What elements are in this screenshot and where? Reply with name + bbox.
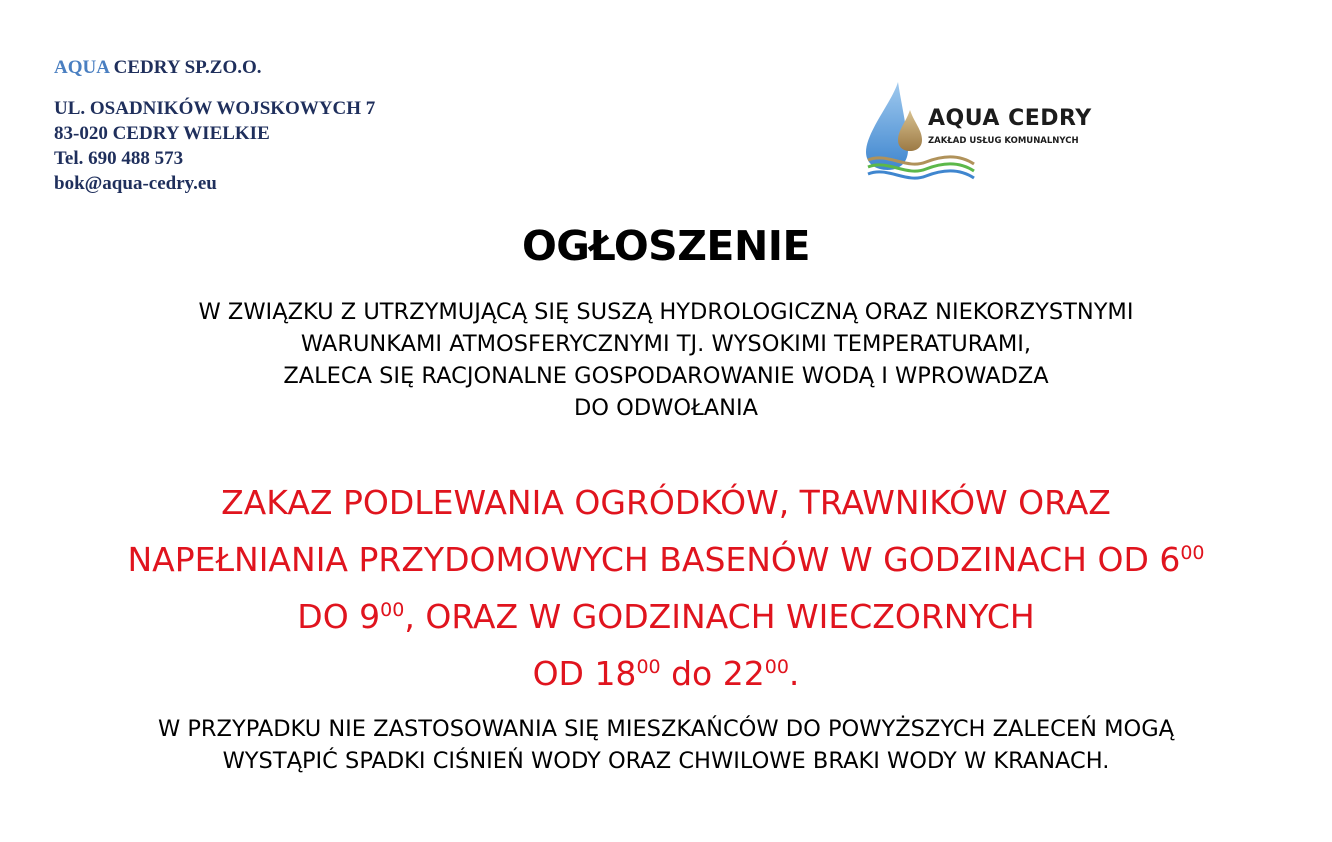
company-street: UL. OSADNIKÓW WOJSKOWYCH 7 [54, 98, 376, 119]
ban-superscript: 00 [636, 656, 661, 678]
intro-line: WARUNKAMI ATMOSFERYCZNYMI TJ. WYSOKIMI TEMPERATURAMI, [300, 331, 1032, 357]
logo-tagline: ZAKŁAD USŁUG KOMUNALNYCH [928, 136, 1079, 146]
company-logo [862, 80, 1122, 185]
company-email: bok@aqua-cedry.eu [54, 173, 217, 194]
logo-brand: AQUA CEDRY [928, 106, 1092, 131]
ban-text: , ORAZ W GODZINACH WIECZORNYCH [404, 597, 1035, 636]
ban-text: . [788, 654, 800, 693]
ban-text: OD 18 [532, 654, 637, 693]
ban-superscript: 00 [380, 599, 405, 621]
water-drop-icon [862, 80, 982, 185]
ban-text: NAPEŁNIANIA PRZYDOMOWYCH BASENÓW W GODZINACH OD 6 [127, 540, 1181, 579]
warning-line: W PRZYPADKU NIE ZASTOSOWANIA SIĘ MIESZKAŃCÓW DO POWYŻSZYCH ZALECEŃ MOGĄ [157, 716, 1175, 742]
company-name-rest: CEDRY SP.ZO.O. [108, 57, 262, 78]
ban-line [0, 531, 1332, 588]
ban-superscript: 00 [1180, 542, 1205, 564]
company-city: 83-020 CEDRY WIELKIE [54, 123, 270, 144]
ban-text: do 22 [660, 654, 765, 693]
warning-line: WYSTĄPIĆ SPADKI CIŚNIEŃ WODY ORAZ CHWILOWE BRAKI WODY W KRANACH. [222, 748, 1110, 774]
intro-line: DO ODWOŁANIA [573, 395, 759, 421]
company-name-aqua: AQUA [54, 57, 109, 78]
ban-line [0, 645, 1332, 702]
intro-paragraph [0, 296, 1332, 424]
ban-superscript: 00 [764, 656, 789, 678]
intro-line: ZALECA SIĘ RACJONALNE GOSPODAROWANIE WODĄ I WPROWADZA [283, 363, 1049, 389]
company-info [54, 55, 375, 196]
warning-paragraph [0, 713, 1332, 777]
intro-line: W ZWIĄZKU Z UTRZYMUJĄCĄ SIĘ SUSZĄ HYDROLOGICZNĄ ORAZ NIEKORZYSTNYMI [198, 299, 1134, 325]
ban-line [0, 588, 1332, 645]
ban-line: ZAKAZ PODLEWANIA OGRÓDKÓW, TRAWNIKÓW ORAZ [221, 483, 1111, 522]
company-phone: Tel. 690 488 573 [54, 148, 184, 169]
announcement-title: OGŁOSZENIE [521, 222, 811, 270]
watering-ban-notice [0, 474, 1332, 702]
ban-text: DO 9 [297, 597, 381, 636]
company-name [54, 55, 375, 80]
